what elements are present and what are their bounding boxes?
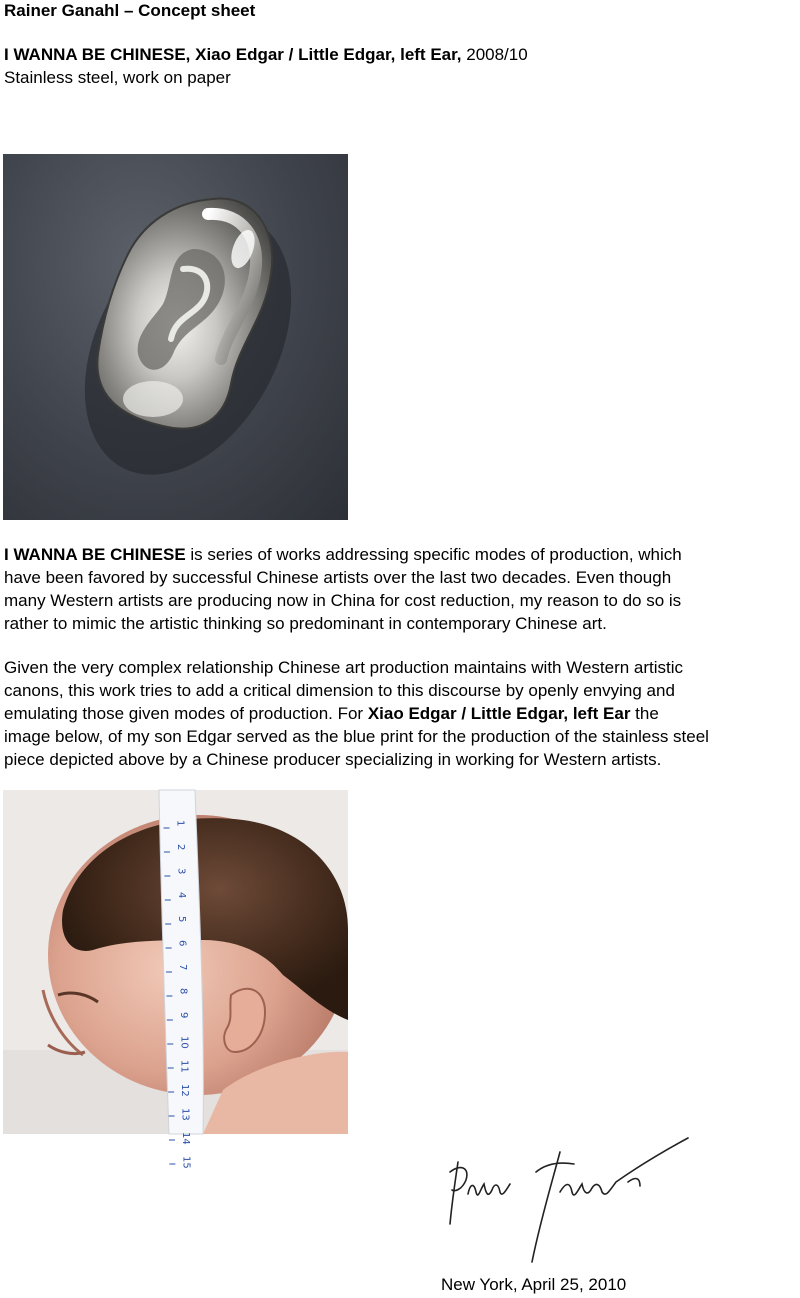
paragraph-context [4,656,794,771]
tape-number: 8 [177,988,189,995]
paragraph-line: have been favored by successful Chinese artists over the last two decades. Even though [4,568,672,587]
tape-number: 12 [179,1084,191,1097]
work-year: 2008/10 [461,45,528,64]
tape-number: 11 [178,1060,190,1073]
paragraph-line [4,543,794,566]
work-title-bold: I WANNA BE CHINESE, Xiao Edgar / Little Edgar, left Ear, [4,45,462,64]
baby-measurement-photo [3,790,348,1169]
paragraph-line: piece depicted above by a Chinese producer specializing in working for Western artists. [4,750,662,769]
ear-sculpture-illustration [3,154,348,520]
work-title-inline-bold: Xiao Edgar / Little Edgar, left Ear [367,704,631,723]
sheet-title: Rainer Ganahl – Concept sheet [4,1,256,20]
tape-number: 9 [177,1012,189,1019]
tape-number: 10 [178,1036,190,1049]
paragraph-line-start: emulating those given modes of production. For [4,704,368,723]
tape-number: 4 [175,892,187,899]
ear-sculpture-photo [3,154,348,520]
tape-number: 1 [174,820,186,827]
series-title-bold: I WANNA BE CHINESE [4,545,186,564]
paragraph-line-end: the [630,704,659,723]
place-and-date: New York, April 25, 2010 [441,1275,627,1294]
paragraph-line: canons, this work tries to add a critical dimension to this discourse by openly envying and [4,681,675,700]
tape-number: 6 [176,940,188,947]
paragraph-line: image below, of my son Edgar served as the blue print for the production of the stainless steel [4,727,709,746]
paragraph-line-rest: is series of works addressing specific modes of production, which [185,545,682,564]
tape-number: 14 [179,1132,191,1145]
tape-number: 3 [175,868,187,875]
paragraph-line: rather to mimic the artistic thinking so predominant in contemporary Chinese art. [4,614,607,633]
tape-number: 5 [176,916,188,923]
tape-number: 2 [174,844,186,851]
tape-number: 13 [179,1108,191,1121]
paragraph-line: Given the very complex relationship Chinese art production maintains with Western artistic [4,658,684,677]
work-medium: Stainless steel, work on paper [4,68,231,87]
paragraph-line [4,702,794,725]
paragraph-intro [4,543,794,635]
tape-number: 15 [180,1156,192,1169]
baby-photo-illustration [3,790,348,1169]
work-title [4,44,528,66]
tape-number: 7 [177,964,189,971]
signature [440,1132,700,1272]
paragraph-line: many Western artists are producing now in China for cost reduction, my reason to do so is [4,591,682,610]
signature-drawing [440,1132,700,1272]
